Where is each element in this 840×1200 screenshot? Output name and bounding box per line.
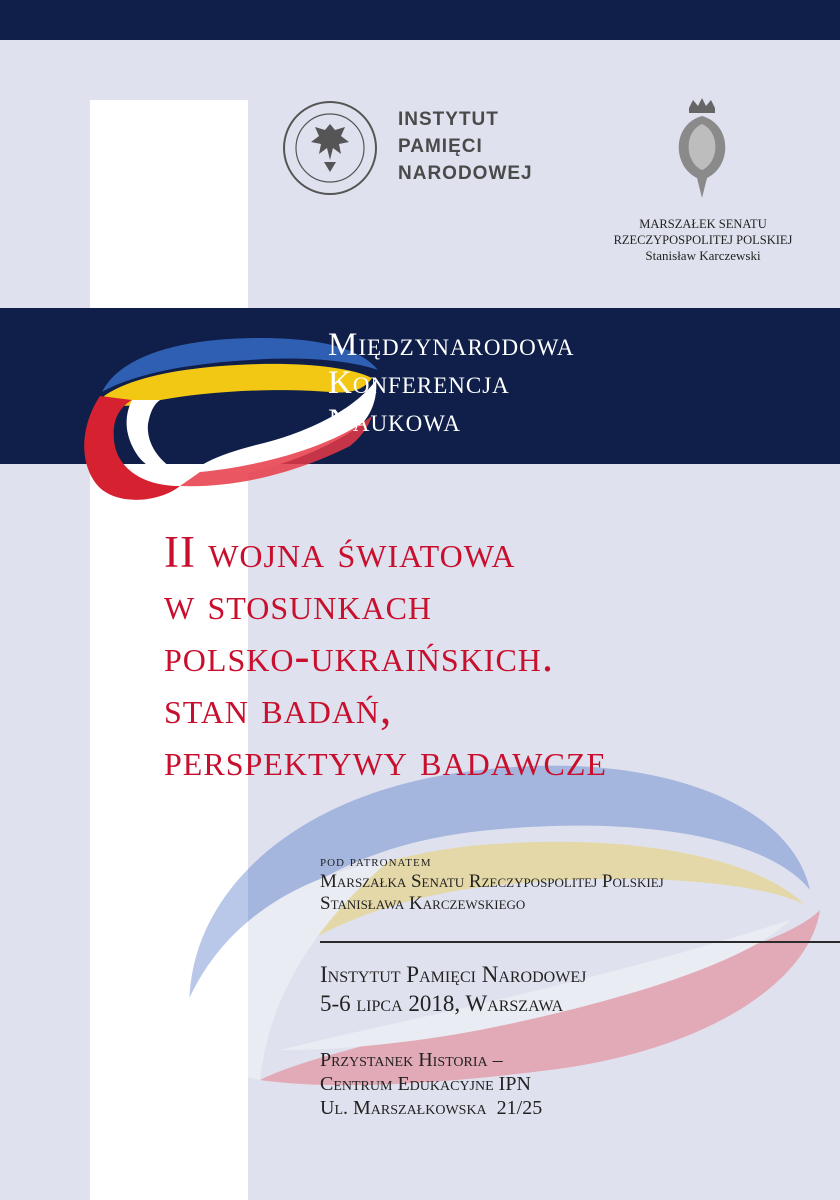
ipn-line: PAMIĘCI: [398, 136, 483, 157]
banner-line: Międzynarodowa: [328, 327, 575, 363]
place-block: [320, 1048, 542, 1120]
place-line: Centrum Edukacyjne IPN: [320, 1073, 531, 1095]
venue-block: [320, 960, 586, 1018]
patronage-label: pod patronatem: [320, 854, 432, 870]
ipn-line: NARODOWEJ: [398, 163, 533, 184]
venue-line: Instytut Pamięci Narodowej: [320, 962, 587, 987]
title-line: w stosunkach: [164, 579, 433, 629]
title-line: stan badań,: [164, 683, 393, 733]
senate-marshal-name: Stanisław Karczewski: [645, 248, 761, 263]
top-bar: [0, 0, 840, 40]
conference-type: [328, 326, 574, 440]
place-line: Przystanek Historia –: [320, 1049, 503, 1071]
title-line: II wojna światowa: [164, 527, 516, 577]
title-line: polsko-ukraińskich.: [164, 631, 555, 681]
ipn-line: INSTYTUT: [398, 109, 499, 130]
senate-text: [560, 216, 840, 264]
ipn-eagle-seal-icon: [280, 98, 380, 198]
senate-line: RZECZYPOSPOLITEJ POLSKIEJ: [613, 233, 793, 247]
place-address: Ul. Marszałkowska 21/25: [320, 1097, 543, 1119]
senate-eagle-crest-icon: [667, 94, 737, 204]
patronage-line: Marszałka Senatu Rzeczypospolitej Polskiej: [320, 871, 664, 892]
divider: [320, 941, 840, 943]
banner-line: Konferencja: [328, 365, 510, 401]
patronage-line: Stanisława Karczewskiego: [320, 893, 526, 914]
banner-line: Naukowa: [328, 403, 462, 439]
title-line: perspektywy badawcze: [164, 735, 607, 785]
ipn-name: [398, 106, 533, 187]
conference-title: [164, 526, 607, 786]
venue-date: 5-6 lipca 2018, Warszawa: [320, 991, 564, 1016]
patronage-block: [320, 853, 664, 915]
senate-line: MARSZAŁEK SENATU: [639, 217, 767, 231]
